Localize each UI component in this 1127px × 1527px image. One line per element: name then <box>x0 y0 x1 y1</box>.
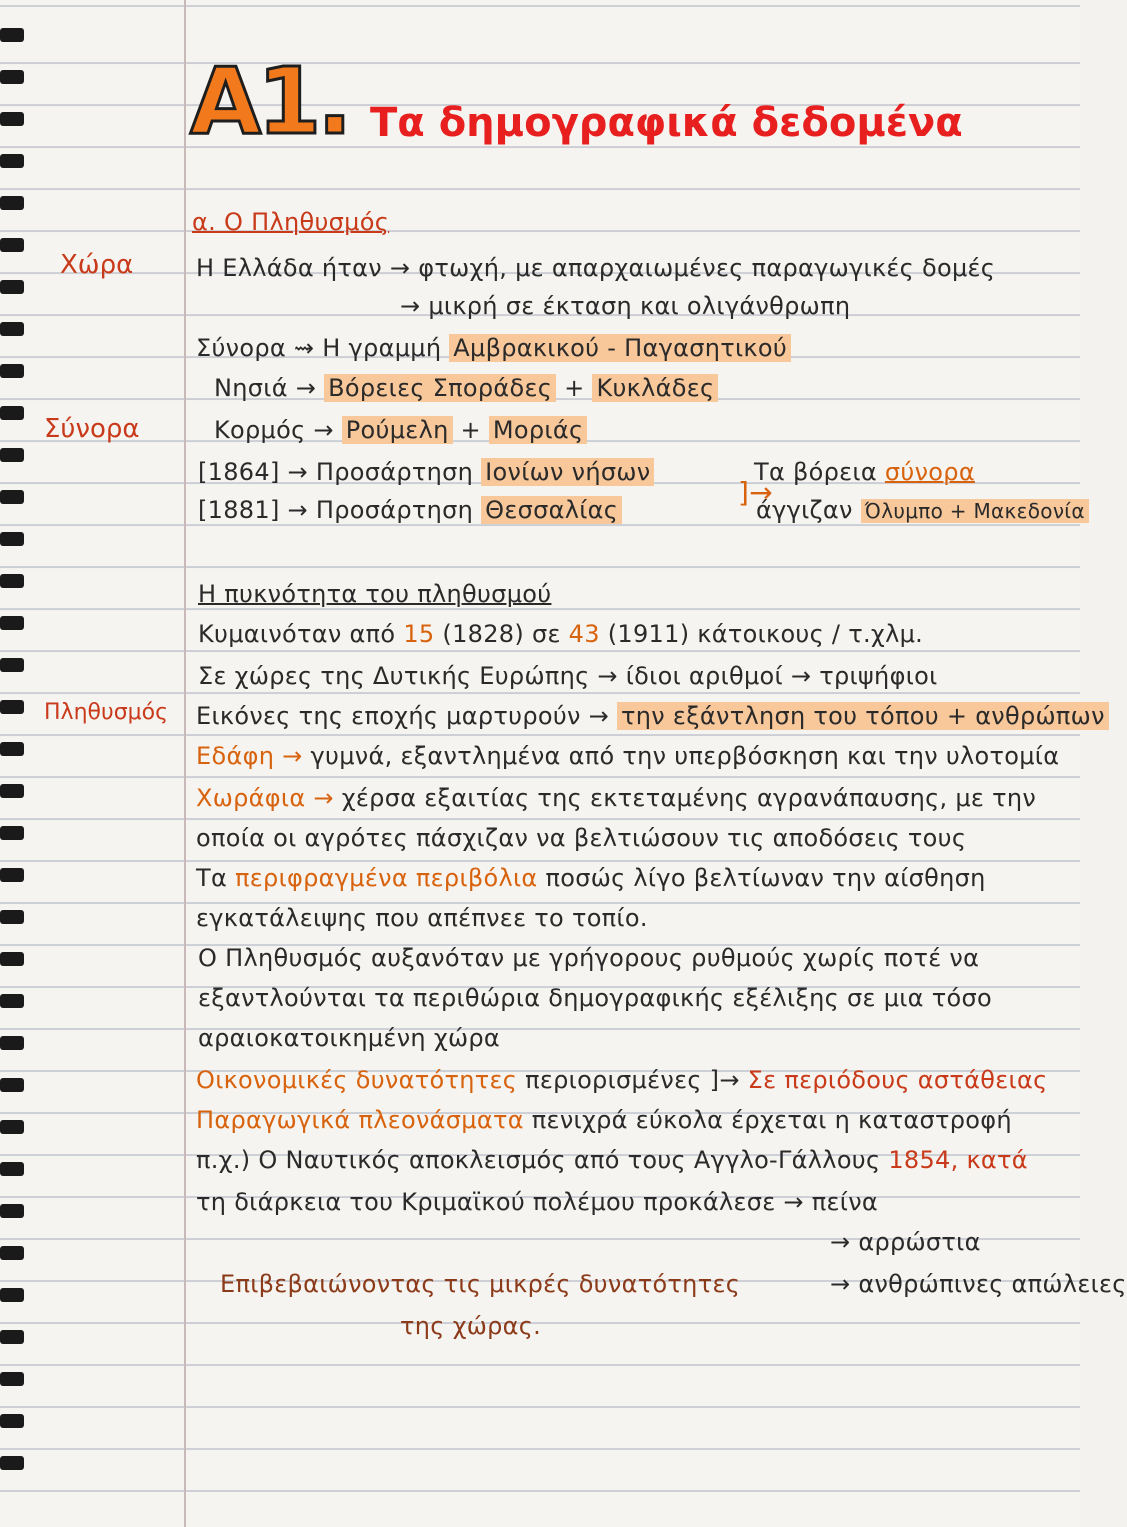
highlight: Αμβρακικού - Παγασητικού <box>449 334 791 362</box>
text-line: Κορμός → Ρούμελη + Μοριάς <box>214 416 587 444</box>
text-line: εξαντλούνται τα περιθώρια δημογραφικής εξέλιξης σε μια τόσο <box>198 984 992 1012</box>
margin-note-plithysmos: Πληθυσμός <box>44 700 169 725</box>
text-line: Η πυκνότητα του πληθυσμού <box>198 580 552 608</box>
text-line: → ανθρώπινες απώλειες <box>830 1270 1127 1298</box>
text-line: [1864] → Προσάρτηση Ιονίων νήσων <box>198 458 654 486</box>
text-line: π.χ.) Ο Ναυτικός αποκλεισμός από τους Αγγλο-Γάλλους 1854, κατά <box>196 1146 1028 1174</box>
text-line: άγγιζαν Όλυμπο + Μακεδονία <box>756 496 1089 524</box>
text-line: Σύνορα ⇝ Η γραμμή Αμβρακικού - Παγασητικού <box>196 334 791 362</box>
highlight: Μοριάς <box>489 416 587 444</box>
text-line: Νησιά → Βόρειες Σποράδες + Κυκλάδες <box>214 374 718 402</box>
text-line: Χωράφια → χέρσα εξαιτίας της εκτεταμένης αγρανάπαυσης, με την <box>196 784 1037 812</box>
highlight: Κυκλάδες <box>592 374 718 402</box>
text-line: αραιοκατοικημένη χώρα <box>198 1024 501 1052</box>
text-line: οποία οι αγρότες πάσχιζαν να βελτιώσουν τις αποδόσεις τους <box>196 824 967 852</box>
highlight: Θεσσαλίας <box>481 496 622 524</box>
text-line: Η Ελλάδα ήταν → φτωχή, με απαρχαιωμένες παραγωγικές δομές <box>196 254 996 282</box>
highlight: Όλυμπο + Μακεδονία <box>861 499 1089 523</box>
text-line: Εδάφη → γυμνά, εξαντλημένα από την υπερβόσκηση και την υλοτομία <box>196 742 1060 770</box>
text-line: Τα βόρεια σύνορα <box>754 458 975 486</box>
text-line: [1881] → Προσάρτηση Θεσσαλίας <box>198 496 622 524</box>
text-line: Παραγωγικά πλεονάσματα πενιχρά εύκολα έρχεται η καταστροφή <box>196 1106 1012 1134</box>
section-number: A1. <box>190 48 349 155</box>
page-title: Τα δημογραφικά δεδομένα <box>370 100 963 146</box>
text-line: Οικονομικές δυνατότητες περιορισμένες ]→ Σε περιόδους αστάθειας <box>196 1066 1048 1094</box>
text-line: της χώρας. <box>400 1312 542 1340</box>
text-line: εγκατάλειψης που απέπνεε το τοπίο. <box>196 904 648 932</box>
text-line: τη διάρκεια του Κριμαϊκού πολέμου προκάλεσε → πείνα <box>196 1188 879 1216</box>
margin-note-chora: Χώρα <box>60 250 134 280</box>
text-line: Ο Πληθυσμός αυξανόταν με γρήγορους ρυθμούς χωρίς ποτέ να <box>198 944 980 972</box>
highlight: Ιονίων νήσων <box>481 458 654 486</box>
text-line: Εικόνες της εποχής μαρτυρούν → την εξάντληση του τόπου + ανθρώπων <box>196 702 1109 730</box>
page-margin-line <box>184 0 186 1527</box>
highlight: Ρούμελη <box>342 416 453 444</box>
highlight: την εξάντληση του τόπου + ανθρώπων <box>617 702 1109 730</box>
bracket-arrow-icon: ]→ <box>738 476 773 509</box>
highlight: Βόρειες Σποράδες <box>324 374 556 402</box>
text-line: → αρρώστια <box>830 1228 981 1256</box>
margin-note-synora: Σύνορα <box>44 414 140 444</box>
text-line: → μικρή σε έκταση και ολιγάνθρωπη <box>400 292 851 320</box>
text-line: Κυμαινόταν από 15 (1828) σε 43 (1911) κάτοικους / τ.χλμ. <box>198 620 924 648</box>
text-line: Τα περιφραγμένα περιβόλια ποσώς λίγο βελτίωναν την αίσθηση <box>196 864 986 892</box>
subsection-heading: α. Ο Πληθυσμός <box>192 208 390 236</box>
text-line: Σε χώρες της Δυτικής Ευρώπης → ίδιοι αριθμοί → τριψήφιοι <box>198 662 938 690</box>
spiral-binding-icon <box>0 0 36 1527</box>
text-line: Επιβεβαιώνοντας τις μικρές δυνατότητες <box>220 1270 741 1298</box>
